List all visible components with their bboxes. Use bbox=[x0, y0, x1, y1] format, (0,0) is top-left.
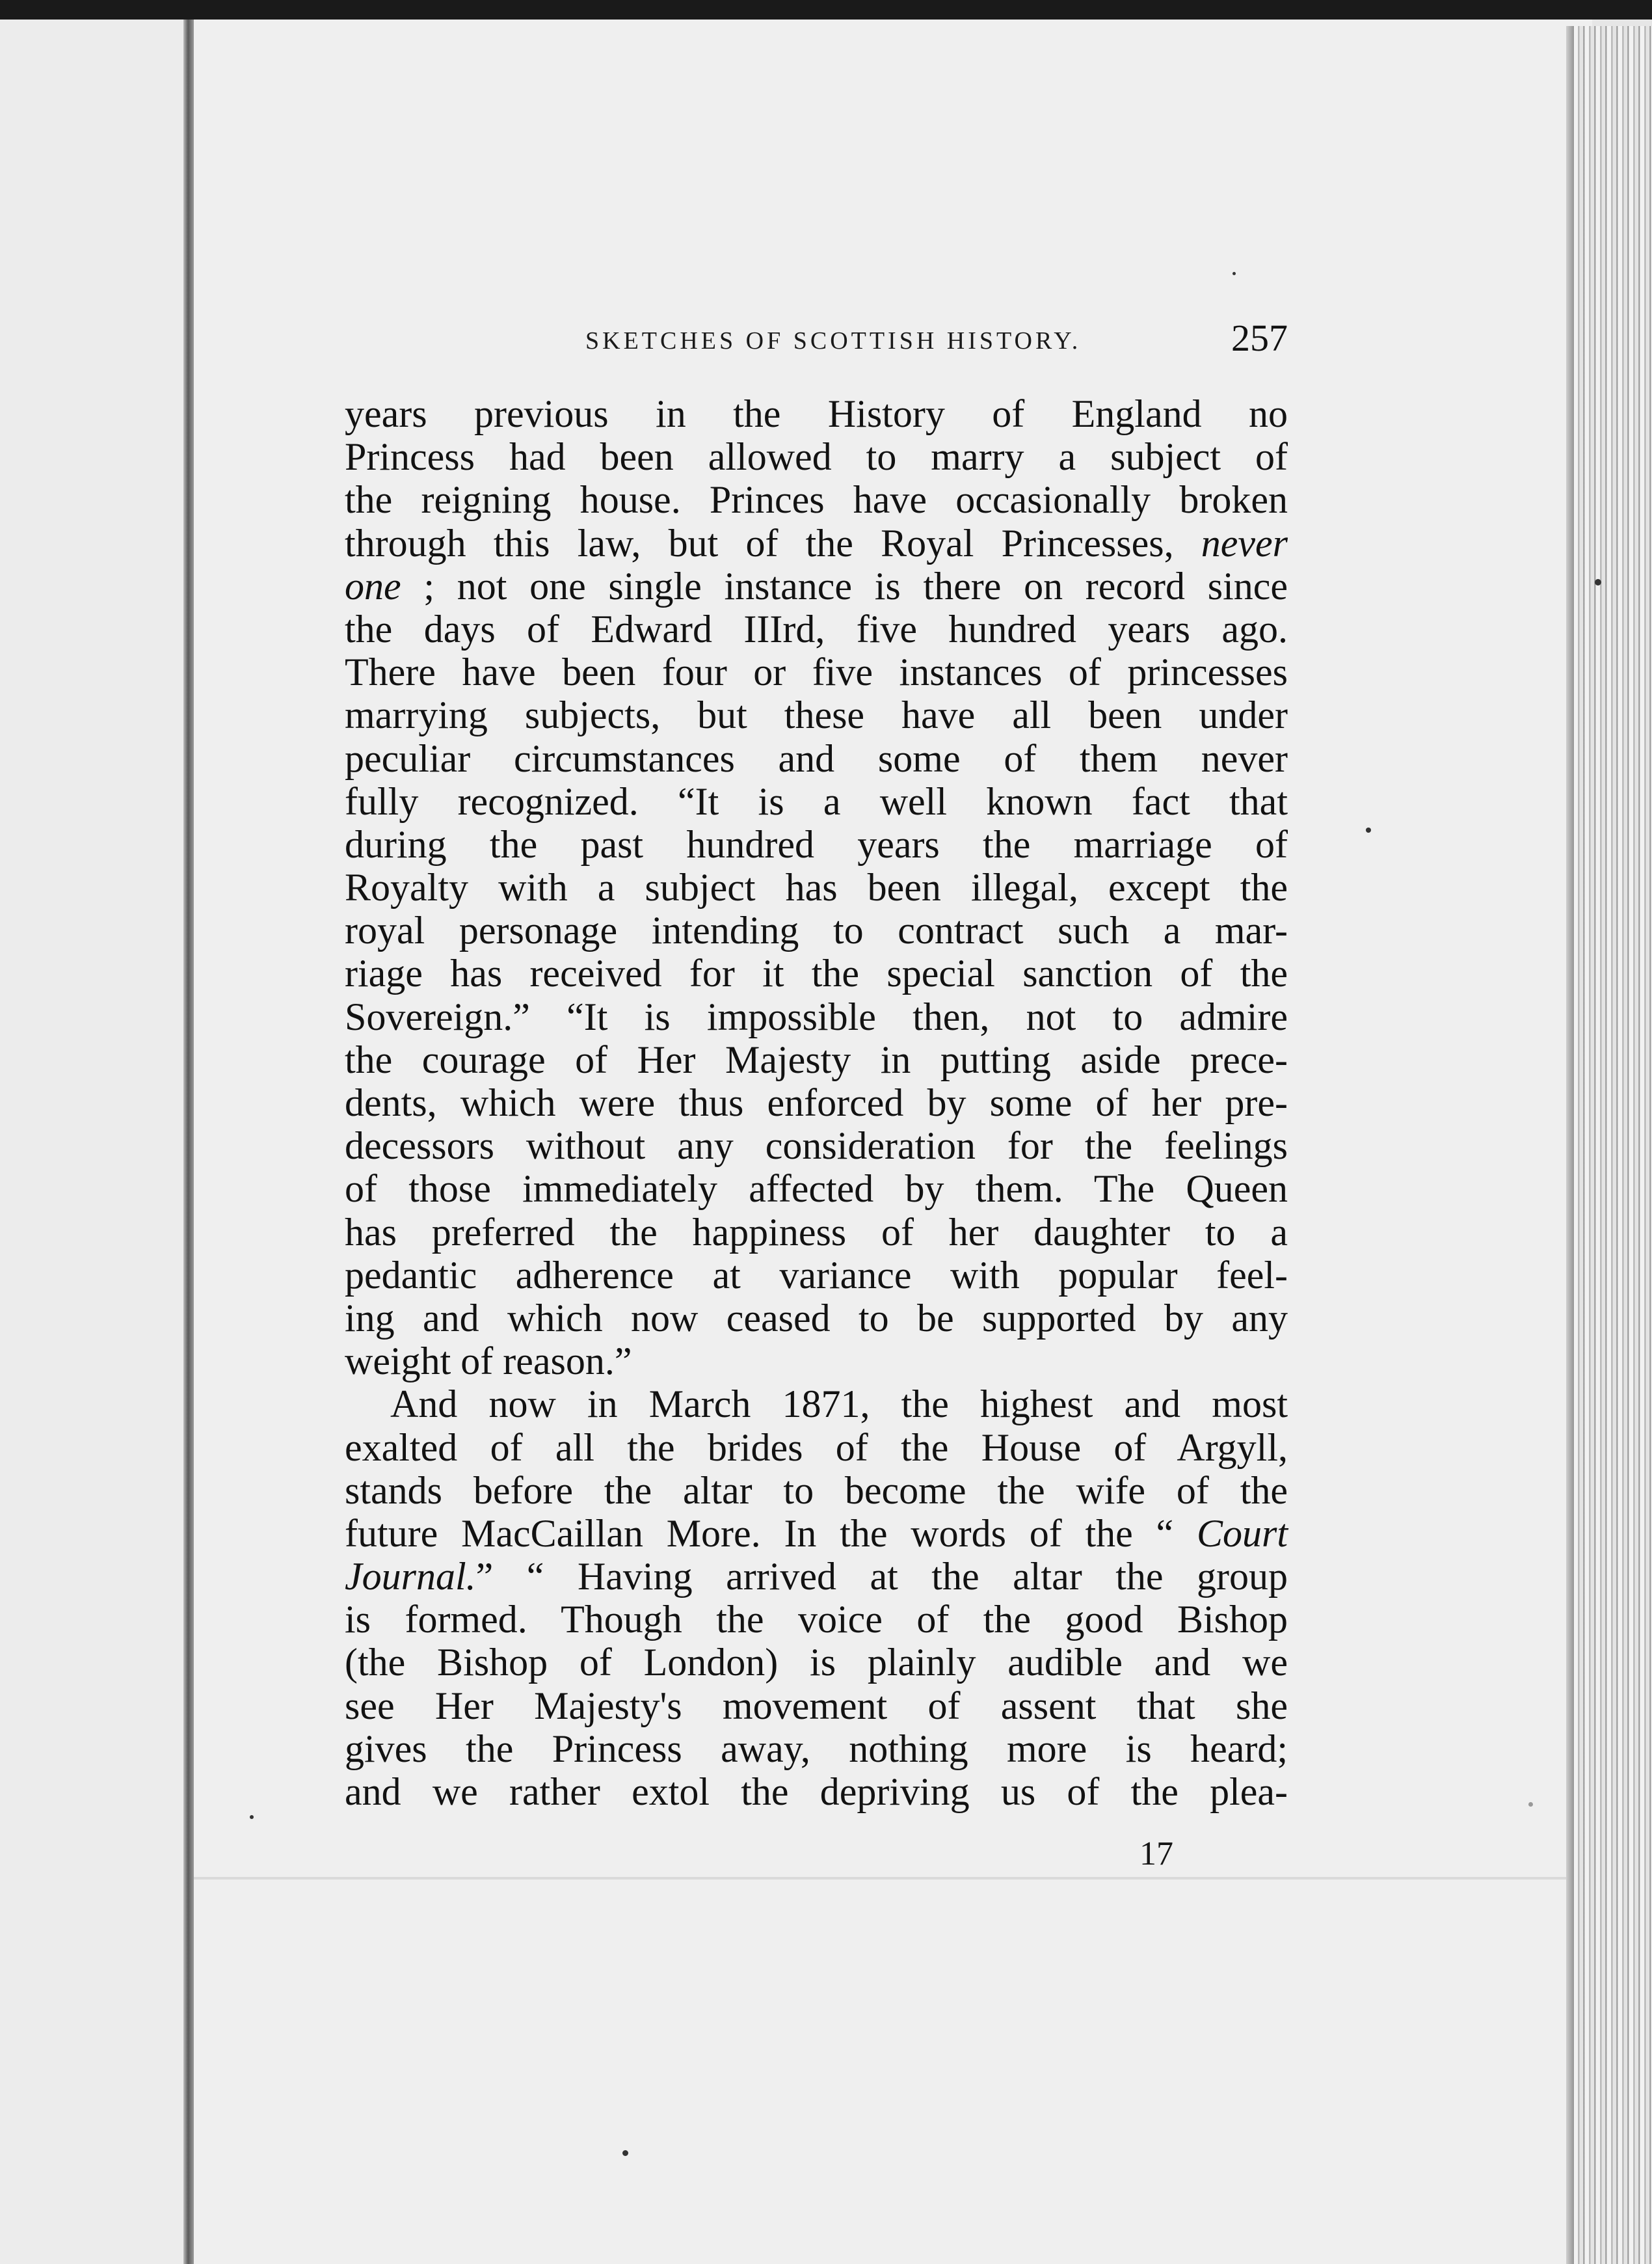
text-fragment: ; not one single instance is there on record since bbox=[401, 564, 1288, 608]
dust-speck bbox=[1528, 1802, 1533, 1807]
text-line: years previous in the History of England no bbox=[345, 392, 1288, 435]
dust-speck bbox=[1366, 828, 1371, 833]
dust-speck bbox=[1232, 272, 1236, 275]
text-line: has preferred the happiness of her daughter to a bbox=[345, 1210, 1288, 1254]
text-line bbox=[345, 522, 1288, 565]
text-line: marrying subjects, but these have all been under bbox=[345, 694, 1288, 737]
text-line: gives the Princess away, nothing more is heard; bbox=[345, 1727, 1288, 1770]
text-line: (the Bishop of London) is plainly audible and we bbox=[345, 1641, 1288, 1684]
running-header bbox=[364, 311, 1288, 376]
text-line: fully recognized. “It is a well known fact that bbox=[345, 779, 1288, 823]
text-line: Sovereign.” “It is impossible then, not to admire bbox=[345, 995, 1288, 1038]
text-line: exalted of all the brides of the House of Argyll, bbox=[345, 1425, 1288, 1469]
text-line: Royalty with a subject has been illegal, except the bbox=[345, 866, 1288, 910]
text-line: riage has received for it the special sanction of the bbox=[345, 952, 1288, 995]
dust-speck bbox=[1595, 579, 1601, 586]
text-fragment: ” “ Having arrived at the altar the group bbox=[475, 1555, 1288, 1598]
text-line: Princess had been allowed to marry a subject of bbox=[345, 435, 1288, 479]
text-line: is formed. Though the voice of the good Bishop bbox=[345, 1598, 1288, 1641]
text-line: weight of reason.” bbox=[345, 1340, 632, 1383]
text-fragment: future MacCaillan More. In the words of the “ bbox=[345, 1511, 1197, 1555]
text-line: decessors without any consideration for the feelings bbox=[345, 1124, 1288, 1168]
text-fragment: through this law, but of the Royal Princesses, bbox=[345, 521, 1201, 565]
text-line bbox=[345, 1512, 1288, 1555]
dust-speck bbox=[622, 2150, 628, 2156]
text-line: of those immediately affected by them. The Queen bbox=[345, 1167, 1288, 1211]
text-line: the days of Edward IIIrd, five hundred years ago. bbox=[345, 607, 1288, 651]
text-line: and we rather extol the depriving us of the plea- bbox=[345, 1770, 1288, 1813]
text-line: the courage of Her Majesty in putting aside prece- bbox=[345, 1038, 1288, 1081]
text-line: ing and which now ceased to be supported by any bbox=[345, 1296, 1288, 1340]
text-line: during the past hundred years the marriage of bbox=[345, 822, 1288, 866]
text-line: dents, which were thus enforced by some of her pre- bbox=[345, 1081, 1288, 1124]
body-text bbox=[345, 392, 1288, 1813]
facing-page-left bbox=[0, 20, 189, 2264]
text-line: There have been four or five instances of princesses bbox=[345, 651, 1288, 694]
text-line: stands before the altar to become the wife of the bbox=[345, 1468, 1288, 1512]
page-number: 257 bbox=[1231, 317, 1288, 359]
text-line bbox=[345, 1555, 1288, 1598]
text-line: the reigning house. Princes have occasionally broken bbox=[345, 478, 1288, 522]
text-line: And now in March 1871, the highest and most bbox=[390, 1382, 1288, 1426]
text-line bbox=[345, 565, 1288, 608]
italic-emphasis: Court bbox=[1196, 1511, 1288, 1555]
text-line: see Her Majesty's movement of assent that she bbox=[345, 1684, 1288, 1727]
running-title: SKETCHES OF SCOTTISH HISTORY. bbox=[585, 327, 1082, 355]
text-line: pedantic adherence at variance with popular feel- bbox=[345, 1253, 1288, 1297]
dust-speck bbox=[250, 1815, 254, 1819]
text-line: royal personage intending to contract such a mar- bbox=[345, 909, 1288, 952]
text-line: peculiar circumstances and some of them never bbox=[345, 736, 1288, 780]
italic-emphasis: one bbox=[345, 564, 401, 608]
book-gutter bbox=[183, 20, 194, 2264]
signature-mark: 17 bbox=[1139, 1835, 1173, 1872]
underlying-page-edge bbox=[194, 1877, 1573, 1880]
italic-emphasis: never bbox=[1201, 521, 1288, 565]
italic-emphasis: Journal. bbox=[345, 1555, 476, 1598]
scan-top-border bbox=[0, 0, 1652, 20]
stacked-page-edges bbox=[1574, 26, 1652, 2264]
